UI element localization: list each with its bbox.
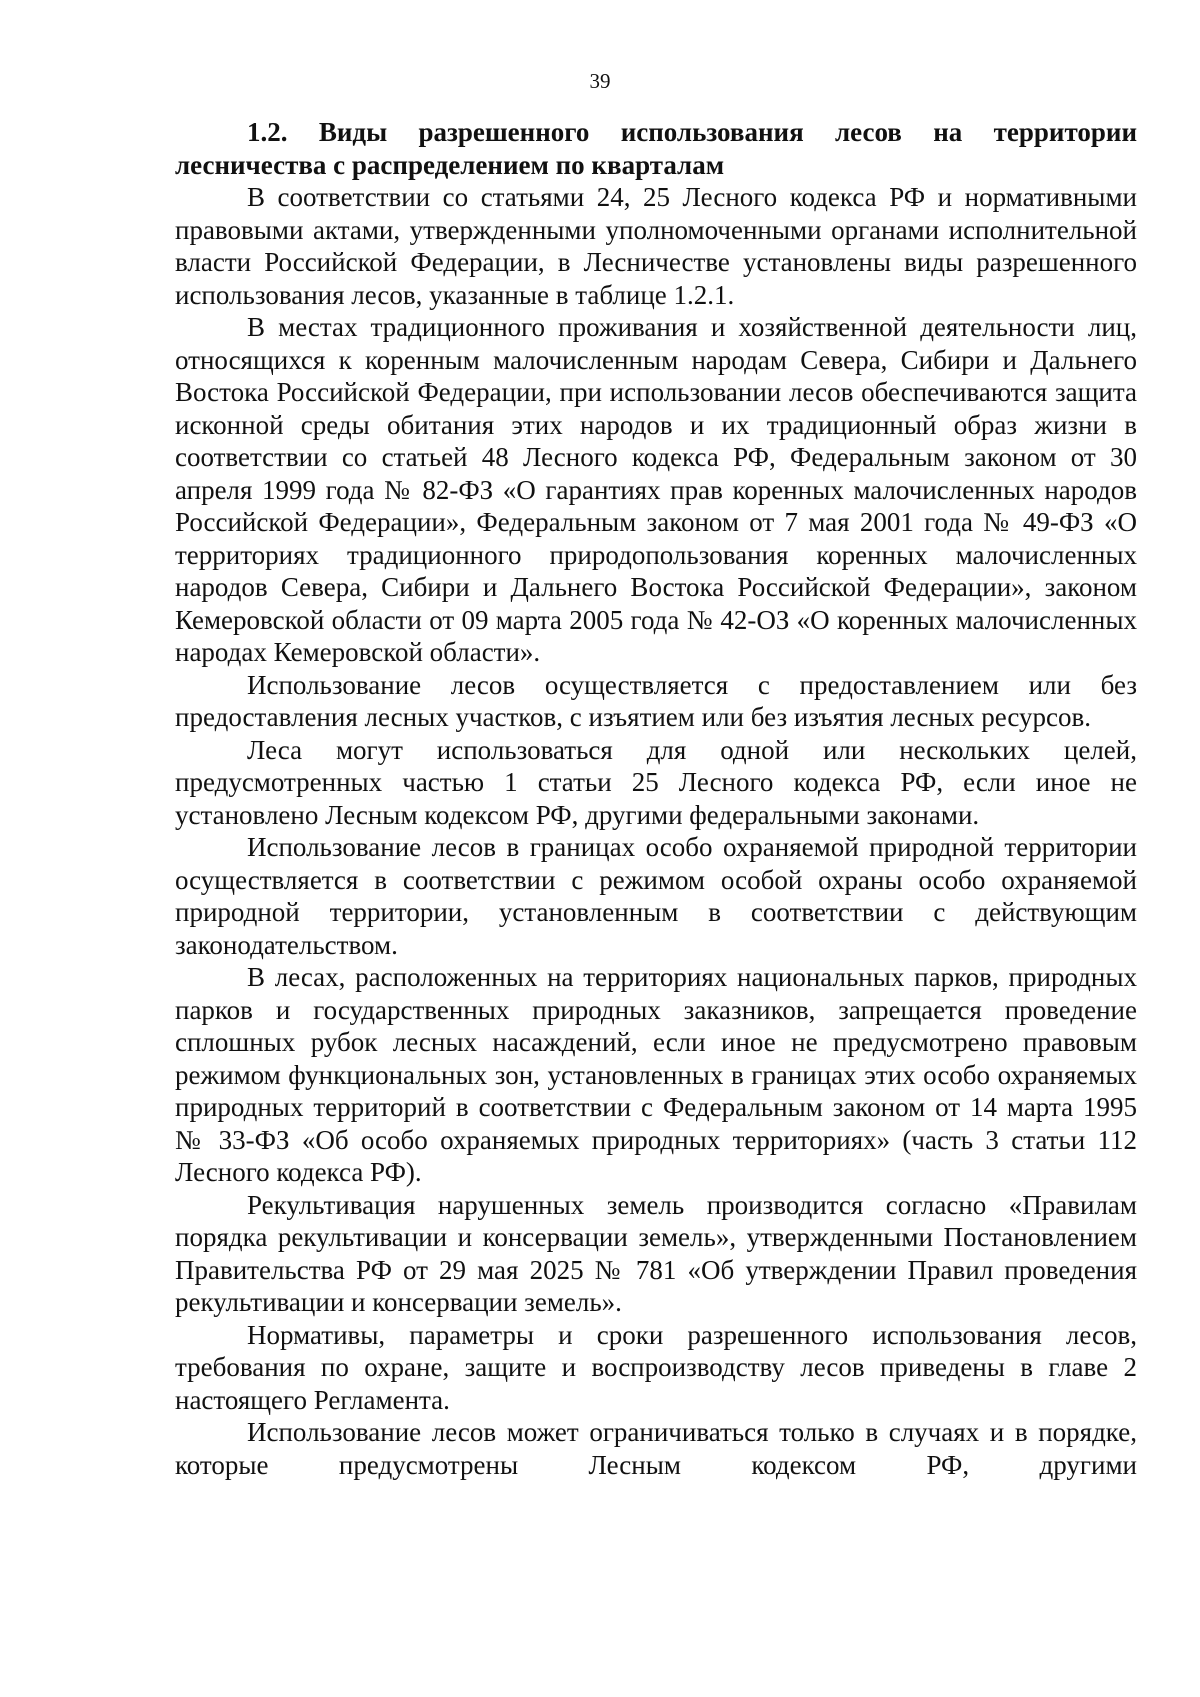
paragraph-purposes: Леса могут использоваться для одной или нескольких целей, предусмотренных частью 1 статьи 25 Лесного кодекса РФ, если иное не установлено Лесным кодексом РФ, другими федеральными законами. [175,734,1137,830]
paragraph-legal-basis: В соответствии со статьями 24, 25 Лесного кодекса РФ и нормативными правовыми актами, утвержденными уполномоченными органами исполнительной власти Российской Федерации, в Лесничестве установлены виды разрешенного использования лесов, указанные в таблице 1.2.1. [175,182,1137,310]
paragraph-protected-areas: Использование лесов в границах особо охраняемой природной территории осуществляется в соответствии с режимом особой охраны особо охраняемой природной территории, установленным в соответствии с действующим законодательством. [175,832,1137,960]
section-heading: 1.2. Виды разрешенного использования лесов на территории лесничества с распределением по кварталам [175,117,1137,180]
paragraph-indigenous-peoples: В местах традиционного проживания и хозяйственной деятельности лиц, относящихся к коренным малочисленным народам Севера, Сибири и Дальнего Востока Российской Федерации, при использовании лесов обеспечиваются защита исконной среды обитания этих народов и их традиционный образ жизни в соответствии со статьей 48 Лесного кодекса РФ, Федеральным законом от 30 апреля 1999 года № 82-ФЗ «О гарантиях прав коренных малочисленных народов Российской Федерации», Федеральным законом от 7 мая 2001 года № 49-ФЗ «О территориях традиционного природопользования коренных малочисленных народов Севера, Сибири и Дальнего Востока Российской Федерации», законом Кемеровской области от 09 марта 2005 года № 42-ОЗ «О коренных малочисленных народах Кемеровской области». [175,312,1137,667]
paragraph-restrictions: Использование лесов может ограничиваться только в случаях и в порядке, которые предусмотрены Лесным кодексом РФ, другими [175,1417,1137,1480]
paragraph-plot-provision: Использование лесов осуществляется с предоставлением или без предоставления лесных участков, с изъятием или без изъятия лесных ресурсов. [175,669,1137,732]
paragraph-national-parks: В лесах, расположенных на территориях национальных парков, природных парков и государственных природных заказников, запрещается проведение сплошных рубок лесных насаждений, если иное не предусмотрено правовым режимом функциональных зон, установленных в границах этих особо охраняемых природных территорий в соответствии с Федеральным законом от 14 марта 1995 № 33-ФЗ «Об особо охраняемых природных территориях» (часть 3 статьи 112 Лесного кодекса РФ). [175,962,1137,1187]
page-content [175,116,1137,1481]
paragraph-land-reclamation: Рекультивация нарушенных земель производится согласно «Правилам порядка рекультивации и консервации земель», утвержденными Постановлением Правительства РФ от 29 мая 2025 № 781 «Об утверждении Правил проведения рекультивации и консервации земель». [175,1189,1137,1317]
page-number: 39 [589,69,611,93]
paragraph-standards: Нормативы, параметры и сроки разрешенного использования лесов, требования по охране, защите и воспроизводству лесов приведены в главе 2 настоящего Регламента. [175,1319,1137,1415]
